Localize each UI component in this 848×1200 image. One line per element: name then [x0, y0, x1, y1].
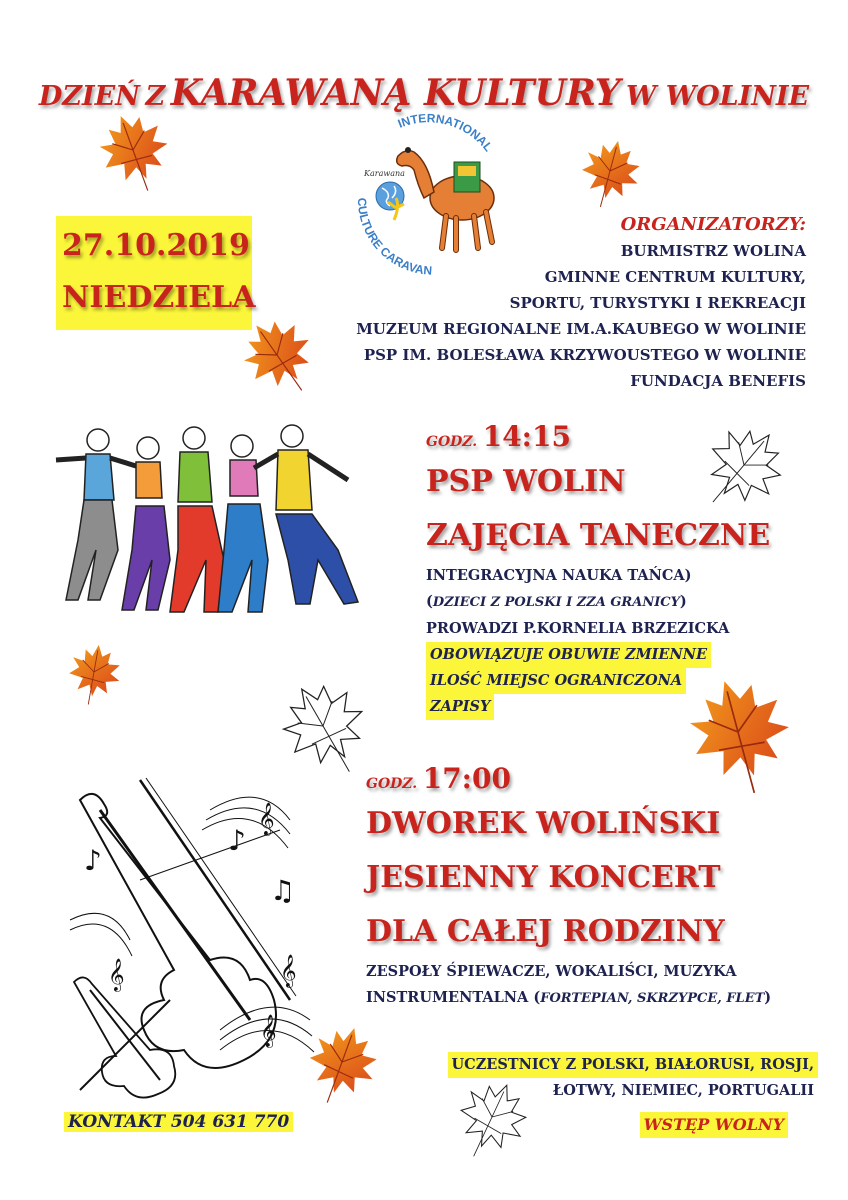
maple-leaf-outline-icon: [275, 680, 375, 780]
logo-text-bottom: CULTURE CARAVAN: [354, 197, 433, 278]
dance-description: INTEGRACYJNA NAUKA TAŃCA): [426, 567, 692, 584]
concert-section: [366, 762, 771, 1012]
dance-note: ZAPISY: [426, 694, 494, 720]
concert-description-1: ZESPOŁY ŚPIEWACZE, WOKALIŚCI, MUZYKA: [366, 963, 737, 980]
dancers-illustration: [48, 420, 368, 630]
svg-text:𝄞: 𝄞: [258, 802, 275, 835]
free-entry-block: [640, 1112, 788, 1138]
dance-time: [426, 420, 770, 453]
participants-block: [448, 1052, 818, 1104]
concert-desc2-start: INSTRUMENTALNA (: [366, 989, 541, 1006]
concert-time: [366, 762, 771, 795]
event-date: 27.10.2019: [62, 228, 250, 263]
maple-leaf-icon: [95, 110, 175, 200]
concert-instruments: FORTEPIAN, SKRZYPCE, FLET: [540, 991, 765, 1006]
concert-godz-label: GODZ.: [366, 776, 418, 792]
violin-music-illustration: [60, 770, 350, 1100]
organizer-line: MUZEUM REGIONALNE IM.A.KAUBEGO W WOLINIE: [356, 320, 806, 338]
logo-text-top: INTERNATIONAL: [395, 111, 496, 155]
date-box: [56, 216, 256, 330]
organizer-line: BURMISTRZ WOLINA: [620, 242, 806, 260]
organizer-line: GMINNE CENTRUM KULTURY,: [544, 268, 806, 286]
dance-kids-line: [426, 589, 770, 616]
organizer-line: PSP IM. BOLESŁAWA KRZYWOUSTEGO W WOLINIE: [363, 346, 806, 364]
svg-text:♪: ♪: [228, 824, 246, 857]
dance-note: ILOŚĆ MIEJSC OGRANICZONA: [426, 668, 686, 694]
dance-lead: PROWADZI P.KORNELIA BRZEZICKA: [426, 620, 730, 637]
maple-leaf-icon: [60, 640, 130, 710]
organizers-title: ORGANIZATORZY:: [620, 214, 806, 235]
contact-info: KONTAKT 504 631 770: [64, 1112, 293, 1132]
participants-line-2: ŁOTWY, NIEMIEC, PORTUGALII: [552, 1082, 814, 1099]
event-weekday: NIEDZIELA: [62, 280, 256, 315]
dance-kids-close: ): [679, 593, 687, 610]
dance-kids: DZIECI Z POLSKI I ZZA GRANICY: [432, 595, 680, 610]
organizer-line: FUNDACJA BENEFIS: [630, 372, 806, 390]
dance-time-value: 14:15: [482, 420, 571, 453]
dance-section: [426, 420, 770, 720]
concert-time-value: 17:00: [422, 762, 511, 795]
free-entry: WSTĘP WOLNY: [640, 1112, 788, 1138]
title-part-2: Z: [145, 81, 166, 112]
dance-kids-open: (: [426, 593, 433, 610]
title-part-3: KARAWANĄ KULTURY: [170, 72, 621, 114]
logo-text-small: Karawana: [364, 169, 405, 178]
svg-text:♪: ♪: [84, 844, 102, 877]
dance-godz-label: GODZ.: [426, 434, 478, 450]
svg-text:♫: ♫: [270, 874, 296, 907]
organizer-line: SPORTU, TURYSTYKI I REKREACJI: [509, 294, 806, 312]
svg-text:𝄞: 𝄞: [108, 958, 125, 991]
dance-name: ZAJĘCIA TANECZNE: [426, 518, 771, 553]
concert-name-2: DLA CAŁEJ RODZINY: [366, 914, 725, 949]
participants-line-1: UCZESTNICY Z POLSKI, BIAŁORUSI, ROSJI,: [448, 1052, 818, 1078]
svg-text:𝄞: 𝄞: [280, 954, 297, 987]
maple-leaf-icon: [572, 135, 652, 215]
title-part-4: W WOLINIE: [626, 81, 810, 112]
dance-note: OBOWIĄZUJE OBUWIE ZMIENNE: [426, 642, 711, 668]
concert-desc2-end: ): [764, 989, 772, 1006]
concert-name-1: JESIENNY KONCERT: [366, 860, 721, 895]
svg-text:𝄞: 𝄞: [260, 1014, 277, 1047]
concert-place: DWOREK WOLIŃSKI: [366, 806, 721, 841]
event-title: [0, 72, 848, 114]
organizers-block: [356, 212, 806, 394]
concert-description-2: [366, 985, 771, 1012]
svg-text:INTERNATIONAL: [396, 111, 496, 154]
title-part-1: DZIEŃ: [38, 81, 140, 112]
dance-place: PSP WOLIN: [426, 464, 626, 499]
